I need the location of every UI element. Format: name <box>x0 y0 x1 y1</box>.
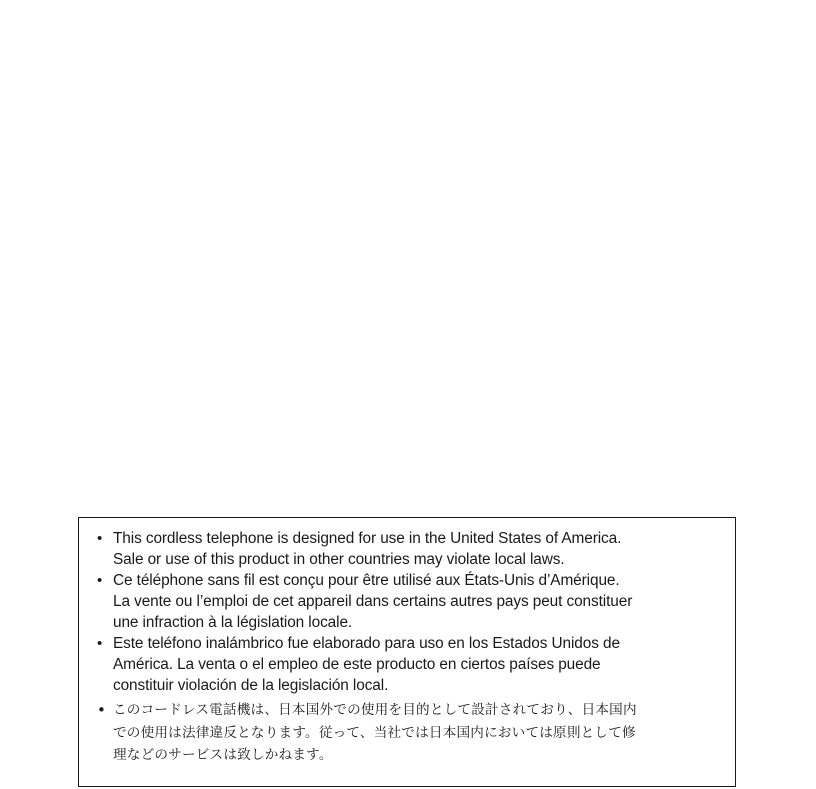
notice-french <box>97 570 727 633</box>
notice-line: Sale or use of this product in other countries may violate local laws. <box>113 551 565 568</box>
notice-line: América. La venta o el empleo de este producto en ciertos países puede <box>113 656 601 673</box>
notice-line: Ce téléphone sans fil est conçu pour être utilisé aux États-Unis d’Amérique. <box>113 572 620 589</box>
notice-line: La vente ou l’emploi de cet appareil dans certains autres pays peut constituer <box>113 593 633 610</box>
bullet-icon: • <box>97 635 103 652</box>
bullet-icon: • <box>97 530 103 547</box>
notice-line: Este teléfono inalámbrico fue elaborado para uso en los Estados Unidos de <box>113 635 620 652</box>
notice-japanese <box>97 699 727 767</box>
bullet-icon: • <box>97 701 107 719</box>
notice-line: 理などのサービスは致しかねます。 <box>113 747 333 763</box>
notice-line: This cordless telephone is designed for use in the United States of America. <box>113 530 622 547</box>
notice-line: このコードレス電話機は、日本国外での使用を目的として設計されており、日本国内 <box>113 702 637 718</box>
notice-line: constituir violación de la legislación local. <box>113 677 389 694</box>
notice-english <box>97 528 727 570</box>
notice-line: une infraction à la législation locale. <box>113 614 353 631</box>
notice-line: での使用は法律違反となります。従って、当社では日本国内においては原則として修 <box>113 724 636 741</box>
notice-list <box>97 528 727 767</box>
legal-notice-box <box>78 517 736 787</box>
bullet-icon: • <box>97 572 103 589</box>
notice-spanish <box>97 633 727 696</box>
